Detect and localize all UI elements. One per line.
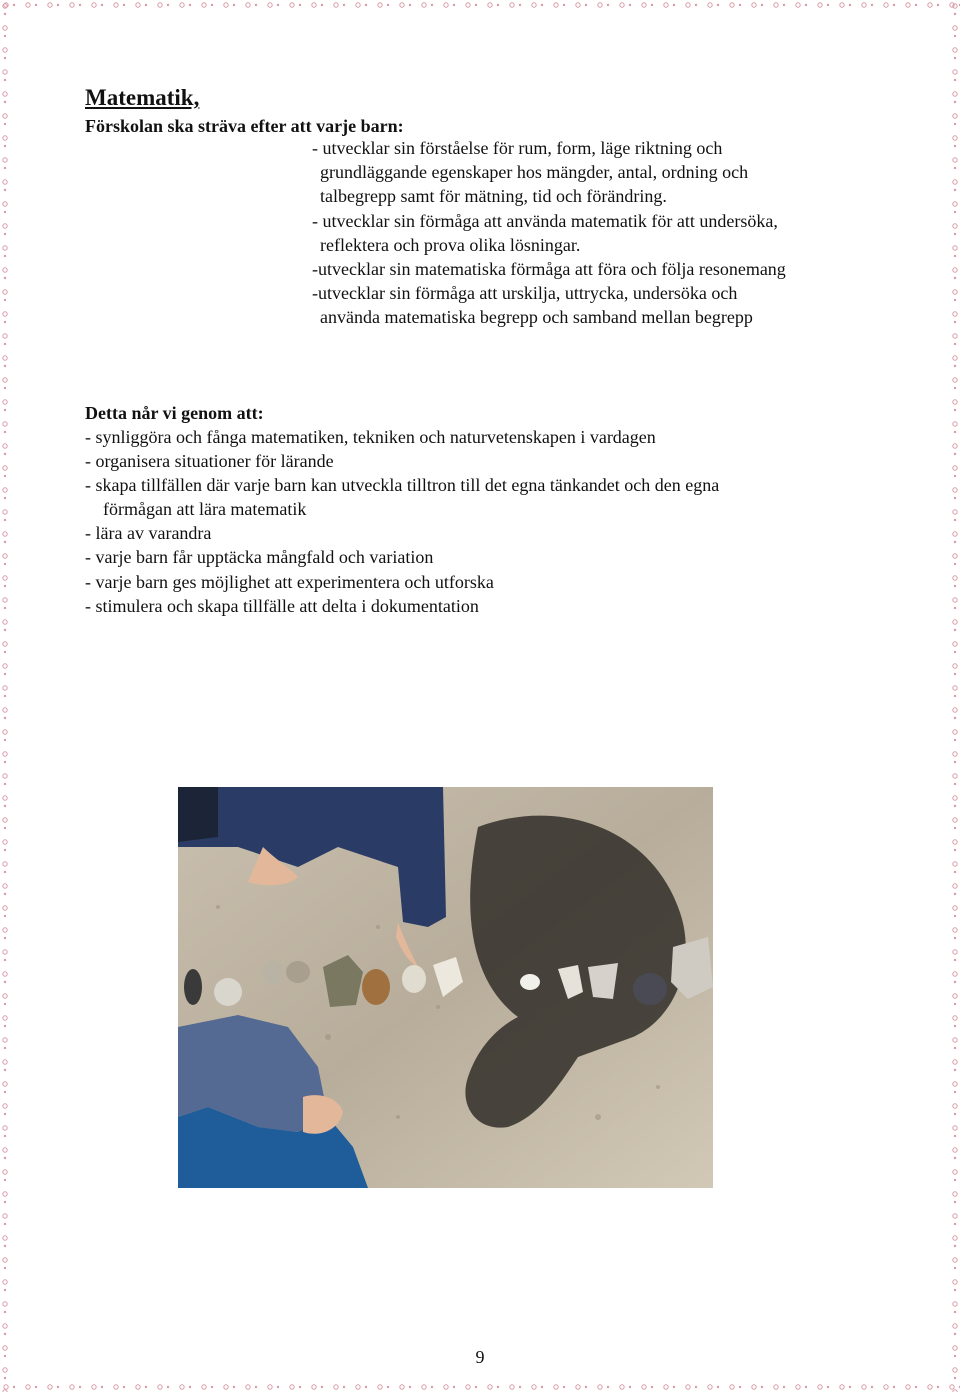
method-line: - stimulera och skapa tillfälle att delta i dokumentation <box>85 595 479 616</box>
photo-illustration <box>178 787 713 1188</box>
goal-line: -utvecklar sin förmåga att urskilja, uttrycka, undersöka och <box>312 283 738 304</box>
method-line: - skapa tillfällen där varje barn kan utveckla tilltron till det egna tänkandet och den egna <box>85 475 720 496</box>
border-pattern-right <box>950 0 960 1392</box>
method-line: - synliggöra och fånga matematiken, tekniken och naturvetenskapen i vardagen <box>85 427 656 447</box>
method-line: - organisera situationer för lärande <box>85 451 334 472</box>
goal-line: grundläggande egenskaper hos mängder, antal, ordning och <box>320 162 749 183</box>
goal-line: använda matematiska begrepp och samband mellan begrepp <box>320 307 753 328</box>
goal-line: - utvecklar sin förståelse för rum, form, läge riktning och <box>312 138 723 158</box>
page-number: 9 <box>475 1347 485 1367</box>
goals-list <box>312 136 786 330</box>
decorative-border-left <box>0 0 10 1392</box>
method-line: - varje barn får upptäcka mångfald och variation <box>85 547 434 568</box>
page-heading: Matematik, <box>85 85 200 110</box>
goal-line: -utvecklar sin matematiska förmåga att föra och följa resonemang <box>312 259 786 280</box>
photo-children-stones-in-sand <box>178 787 713 1188</box>
goal-line: - utvecklar sin förmåga att använda matematik för att undersöka, <box>312 210 778 231</box>
decorative-border-bottom <box>0 1382 960 1392</box>
border-pattern-left <box>0 0 10 1392</box>
decorative-border-right <box>950 0 960 1392</box>
border-pattern-top <box>0 0 960 10</box>
method-line: - lära av varandra <box>85 523 212 544</box>
goal-line: reflektera och prova olika lösningar. <box>320 234 581 255</box>
methods-list <box>85 425 719 618</box>
method-line: förmågan att lära matematik <box>103 499 307 520</box>
goal-line: talbegrepp samt för mätning, tid och förändring. <box>320 186 667 207</box>
section-heading: Detta når vi genom att: <box>85 403 264 423</box>
border-pattern-bottom <box>0 1382 960 1392</box>
intro-text: Förskolan ska sträva efter att varje barn: <box>85 116 404 136</box>
method-line: - varje barn ges möjlighet att experimentera och utforska <box>85 571 494 592</box>
decorative-border-top <box>0 0 960 10</box>
